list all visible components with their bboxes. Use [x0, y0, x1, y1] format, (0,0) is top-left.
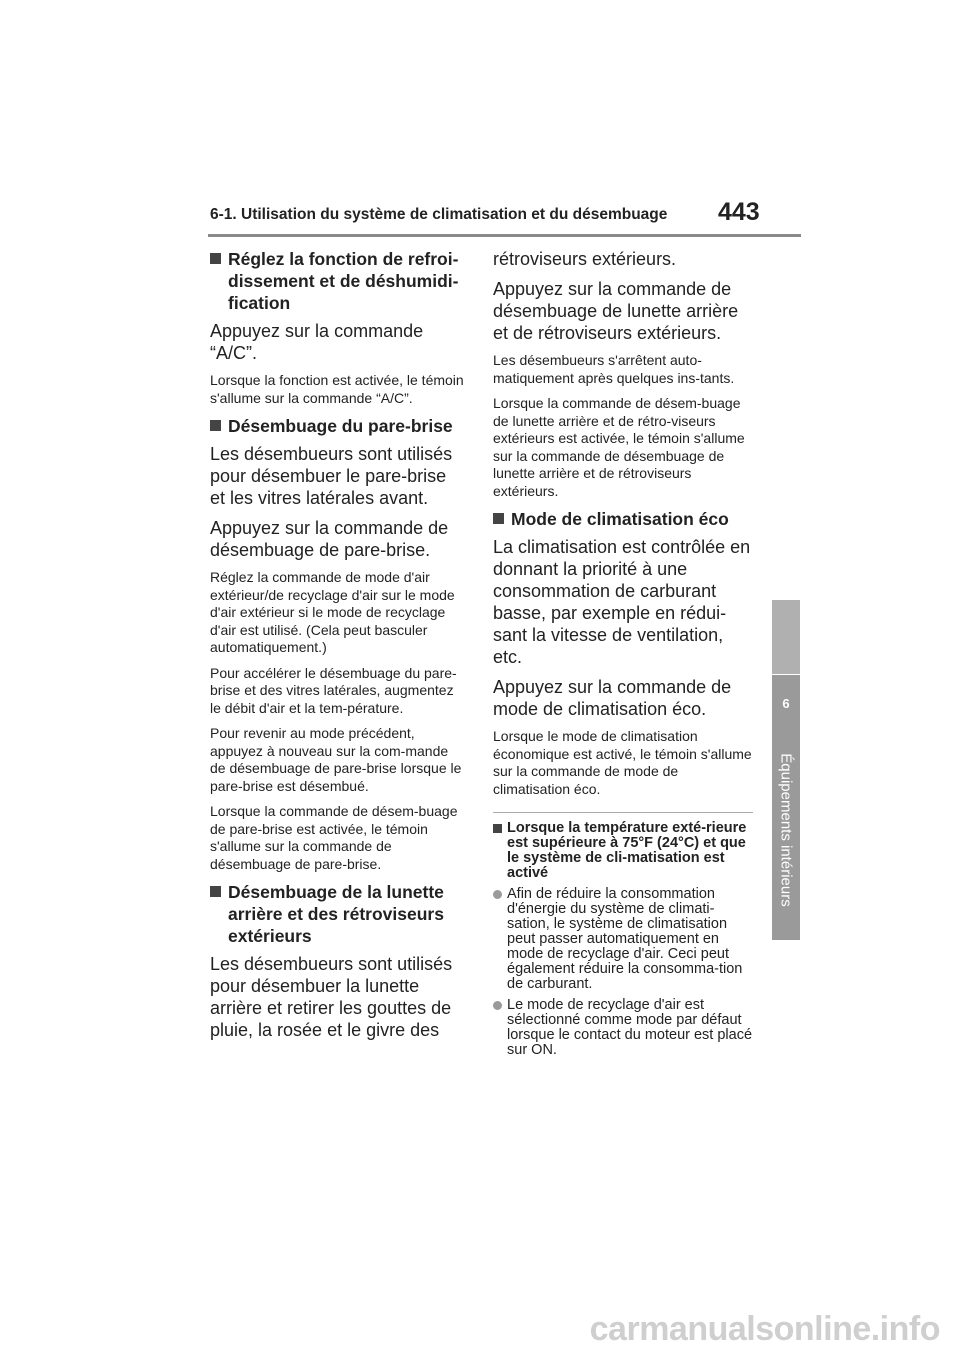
- section-heading-text: Désembuage de la lunette arrière et des rétroviseurs extérieurs: [228, 882, 444, 946]
- paragraph: rétroviseurs extérieurs.: [493, 249, 677, 269]
- section-title: 6-1. Utilisation du système de climatisation et du désembuage: [210, 206, 668, 223]
- header-divider: [208, 234, 801, 237]
- note-paragraph: Pour revenir au mode précédent, appuyez à nouveau sur la com-mande de désembuage de pare-brise lorsque le pare-brise est désembué.: [210, 725, 462, 794]
- square-bullet-icon: [210, 886, 221, 897]
- watermark: carmanualsonline.info: [589, 1310, 940, 1348]
- page-number: 443: [718, 198, 760, 226]
- chapter-number: 6: [782, 696, 790, 711]
- circle-bullet-icon: [493, 1001, 502, 1010]
- section-heading-eco-mode: [493, 508, 753, 530]
- section-heading-cooling: [210, 248, 465, 314]
- note-paragraph: Lorsque le mode de climatisation économique est activé, le témoin s'allume sur la commande de mode de climatisation éco.: [493, 728, 752, 797]
- left-column: [210, 240, 465, 1049]
- note-paragraph: Lorsque la commande de désem-buage de pare-brise est activée, le témoin s'allume sur la commande de désembuage de pare-brise.: [210, 803, 458, 872]
- note-divider: [493, 812, 753, 813]
- paragraph: Appuyez sur la commande “A/C”.: [210, 321, 424, 363]
- circle-bullet-icon: [493, 890, 502, 899]
- paragraph: Appuyez sur la commande de désembuage de pare-brise.: [210, 518, 449, 560]
- note-paragraph: Lorsque la fonction est activée, le témoin s'allume sur la commande “A/C”.: [210, 372, 464, 406]
- section-heading-rear-defog: [210, 881, 465, 947]
- list-item-text: Le mode de recyclage d'air est sélectionné comme mode par défaut lorsque le contact du moteur est placé sur ON.: [507, 997, 753, 1058]
- square-bullet-icon: [493, 824, 502, 833]
- section-heading-text: Réglez la fonction de refroi-dissement et de déshumidi-fication: [228, 249, 459, 313]
- section-heading-text: Mode de climatisation éco: [511, 509, 729, 529]
- paragraph: La climatisation est contrôlée en donnant la priorité à une consommation de carburant basse, par exemple en rédui-sant la vitesse de ventilation, etc.: [493, 537, 751, 667]
- chapter-label: Équipements intérieurs: [777, 753, 795, 907]
- side-tab-marker: [772, 600, 800, 674]
- list-item: [493, 887, 753, 992]
- paragraph: Appuyez sur la commande de désembuage de lunette arrière et de rétroviseurs extérieurs.: [493, 279, 739, 343]
- square-bullet-icon: [210, 253, 221, 264]
- square-bullet-icon: [210, 420, 221, 431]
- note-paragraph: Réglez la commande de mode d'air extérieur/de recyclage d'air sur le mode d'air extérieur si le mode de recyclage d'air est utilisé. (Cela peut basculer automatiquement.): [210, 569, 455, 655]
- section-heading-windshield-defog: [210, 415, 465, 437]
- note-paragraph: Les désembueurs s'arrêtent auto-matiquement après quelques ins-tants.: [493, 352, 735, 386]
- note-heading-text: Lorsque la température exté-rieure est supérieure à 75°F (24°C) et que le système de cli-matisation est activé: [507, 820, 747, 881]
- note-heading: [493, 821, 753, 881]
- right-column: [493, 240, 753, 1064]
- section-heading-text: Désembuage du pare-brise: [228, 416, 453, 436]
- list-item-text: Afin de réduire la consommation d'énergie du système de climati-sation, le système de climatisation peut passer automatiquement en mode de recyclage d'air. Ceci peut également réduire la consomma-tion de carburant.: [507, 886, 743, 992]
- paragraph: Les désembueurs sont utilisés pour désembuer le pare-brise et les vitres latérales avant.: [210, 444, 453, 508]
- paragraph: Appuyez sur la commande de mode de climatisation éco.: [493, 677, 732, 719]
- note-paragraph: Pour accélérer le désembuage du pare-brise et des vitres latérales, augmentez le débit d'air et la tem-pérature.: [210, 664, 457, 716]
- list-item: [493, 998, 753, 1058]
- paragraph: Les désembueurs sont utilisés pour désembuer la lunette arrière et retirer les gouttes de pluie, la rosée et le givre des: [210, 954, 453, 1040]
- square-bullet-icon: [493, 513, 504, 524]
- note-paragraph: Lorsque la commande de désem-buage de lunette arrière et de rétro-viseurs extérieurs est activée, le témoin s'allume sur la commande de désembuage de lunette arrière et de rétroviseurs extérieurs.: [493, 395, 745, 499]
